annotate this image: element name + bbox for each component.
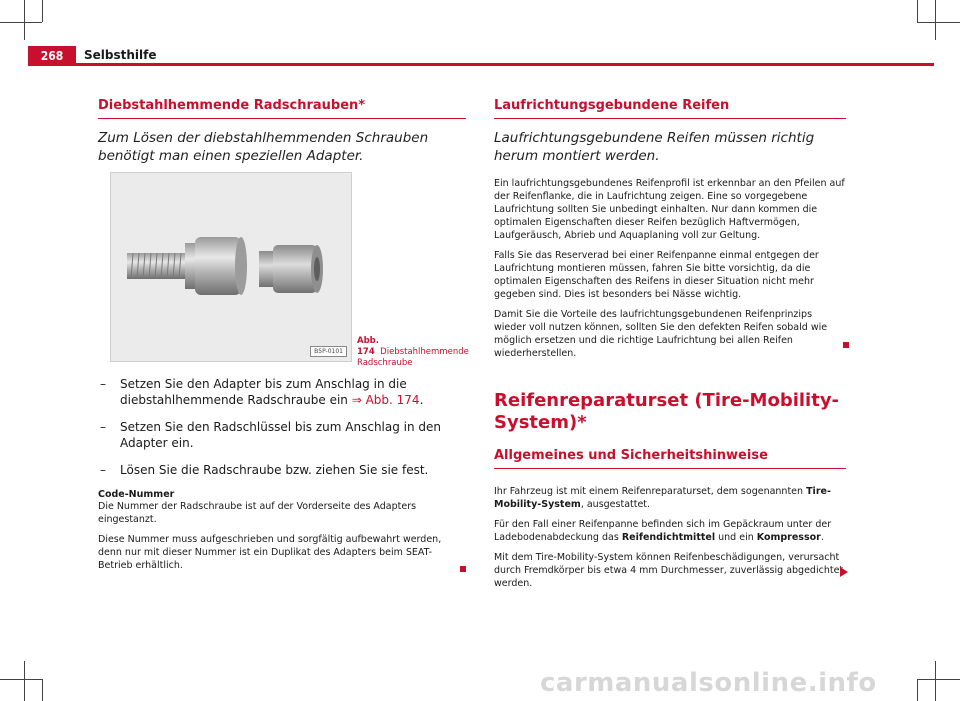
paragraph: Die Nummer der Radschraube ist auf der Vorderseite des Adapters eingestanzt. <box>98 501 417 525</box>
crop-mark <box>935 661 936 701</box>
step-text: Setzen Sie den Radschlüssel bis zum Anschlag in den Adapter ein. <box>120 420 442 450</box>
bold-term: Tire-Mobility-System <box>494 486 831 510</box>
header-rule <box>28 63 934 66</box>
section-end-marker <box>460 566 466 572</box>
crop-mark <box>935 0 936 40</box>
figure-caption-text: Diebstahlhemmende Radschraube <box>357 347 469 368</box>
crop-mark <box>24 661 25 701</box>
section-end-marker <box>843 342 849 348</box>
figure-reference-link[interactable]: ⇒ Abb. 174 <box>351 393 420 407</box>
paragraph: Damit Sie die Vorteile des laufrichtungsgebundenen Reifenprinzips wieder voll nutzen können, sollten Sie den defekten Reifen sobald wie möglich ersetzen und die richtige Laufrichtung bei allen Reifen wiederherstellen. <box>494 309 828 359</box>
crop-mark <box>0 679 42 680</box>
watermark: carmanualsonline.info <box>540 668 877 698</box>
lead-text: Zum Lösen der diebstahlhemmenden Schrauben benötigt man einen speziellen Adapter. <box>98 130 429 164</box>
continue-arrow-icon <box>840 567 848 577</box>
figure-caption-label: Abb. 174 <box>357 336 379 357</box>
dash-bullet: – <box>100 463 106 477</box>
step-text: Lösen Sie die Radschraube bzw. ziehen Sie sie fest. <box>120 463 429 477</box>
wheel-bolt-figure <box>110 172 352 362</box>
crop-mark <box>42 679 43 701</box>
step-item <box>98 462 466 478</box>
paragraph: Ein laufrichtungsgebundenes Reifenprofil ist erkennbar an den Pfeilen auf der Reifenflanke, die in Laufrichtung zeigen. Eine so vorgegebene Laufrichtung sollten Sie unbedingt einhalten. Nur dann kommen die optimalen Eigenschaften dieser Reifen bezüglich Haftvermögen, Laufgeräusch, Abrieb und Aquaplaning voll zur Geltung. <box>494 178 845 241</box>
paragraph-text: . <box>820 532 824 543</box>
dash-bullet: – <box>100 420 106 434</box>
page-number: 268 <box>28 46 76 66</box>
steps-list <box>98 376 466 579</box>
crop-mark <box>0 22 42 23</box>
paragraph: Mit dem Tire-Mobility-System können Reifenbeschädigungen, verursacht durch Fremdkörper bis etwa 4 mm Durchmesser, zuverlässig abgedichtet werden. <box>494 552 844 589</box>
step-item <box>98 376 466 408</box>
bold-term: Kompressor <box>756 532 821 543</box>
paragraph <box>494 518 846 544</box>
lead-text: Laufrichtungsgebundene Reifen müssen richtig herum montiert werden. <box>494 130 815 164</box>
figure-caption <box>357 336 467 369</box>
chapter-title: Selbsthilfe <box>84 48 157 62</box>
left-column <box>98 98 466 165</box>
crop-mark <box>917 679 918 701</box>
paragraph <box>494 485 846 511</box>
section-heading: Diebstahlhemmende Radschrauben* <box>98 98 466 119</box>
paragraph: Diese Nummer muss aufgeschrieben und sorgfältig aufbewahrt werden, denn nur mit dieser Nummer ist ein Duplikat des Adapters beim SEAT-Betrieb erhältlich. <box>98 534 442 571</box>
paragraph-text: Für den Fall einer Reifenpanne befinden sich im Gepäckraum unter der Ladebodenabdeckung das <box>494 519 832 543</box>
wheel-bolt-illustration <box>111 173 351 361</box>
section-heading: Allgemeines und Sicherheitshinweise <box>494 448 846 469</box>
paragraph-text: Ihr Fahrzeug ist mit einem Reifenreparaturset, dem sogenannten <box>494 486 807 497</box>
dash-bullet: – <box>100 377 106 391</box>
code-number-heading: Code-Nummer <box>98 489 175 500</box>
crop-mark <box>24 0 25 40</box>
step-text-end: . <box>419 393 424 407</box>
paragraph-text: und ein <box>715 532 757 543</box>
paragraph-text: , ausgestattet. <box>580 499 651 510</box>
figure-code: B5P-0101 <box>310 346 347 357</box>
crop-mark <box>42 0 43 22</box>
crop-mark <box>917 22 960 23</box>
section-heading: Laufrichtungsgebundene Reifen <box>494 98 846 119</box>
chapter-section-title: Reifenreparaturset (Tire-Mobility-System)* <box>494 390 840 433</box>
bold-term: Reifendichtmittel <box>621 532 716 543</box>
crop-mark <box>917 679 960 680</box>
paragraph: Falls Sie das Reserverad bei einer Reifenpanne einmal entgegen der Laufrichtung montieren müssen, fahren Sie bitte vorsichtig, da die optimalen Eigenschaften des Reifens in dieser Situation nicht mehr gegeben sind. Dies ist besonders bei Nässe wichtig. <box>494 250 819 300</box>
step-item <box>98 419 466 451</box>
right-column <box>494 98 846 597</box>
step-text: Setzen Sie den Adapter bis zum Anschlag in die diebstahlhemmende Radschraube ein <box>120 377 407 407</box>
crop-mark <box>917 0 918 22</box>
